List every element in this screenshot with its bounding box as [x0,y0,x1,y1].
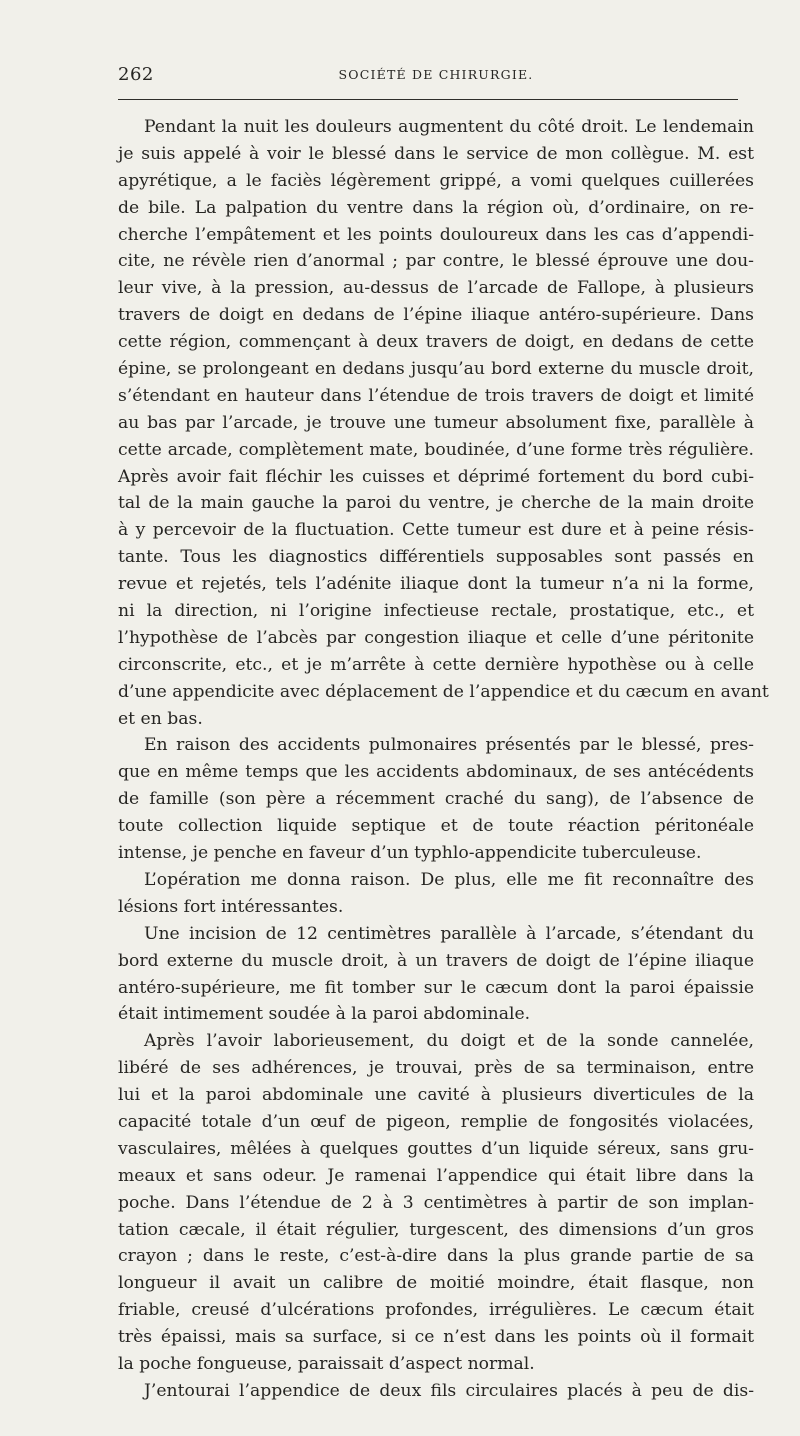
text-line: toute collection liquide septique et de toute réaction péritonéale [118,816,754,837]
text-line: très épaissi, mais sa surface, si ce n’est dans les points où il formait [118,1327,754,1348]
text-line: je suis appelé à voir le blessé dans le service de mon collègue. M. est [118,143,754,164]
text-line: Après l’avoir laborieusement, du doigt et de la sonde cannelée, [144,1031,754,1052]
text-line: revue et rejetés, tels l’adénite iliaque dont la tumeur n’a ni la forme, [118,574,754,595]
text-line: ni la direction, ni l’origine infectieuse rectale, prostatique, etc., et [118,601,754,622]
text-line: au bas par l’arcade, je trouve une tumeur absolument fixe, parallèle à [118,412,754,433]
body-text [118,114,769,1405]
text-line: cette arcade, complètement mate, boudinée, d’une forme très régulière. [118,439,754,460]
text-line: circonscrite, etc., et je m’arrête à cette dernière hypothèse ou à celle [118,654,754,675]
text-line: Pendant la nuit les douleurs augmentent du côté droit. Le lendemain [144,117,754,137]
text-line: L’opération me donna raison. De plus, elle me fit reconnaître des [144,869,754,890]
text-line: friable, creusé d’ulcérations profondes, irrégulières. Le cæcum était [118,1300,754,1321]
text-line: crayon ; dans le reste, c’est-à-dire dans la plus grande partie de sa [118,1246,754,1267]
text-line: leur vive, à la pression, au-dessus de l’arcade de Fallope, à plusieurs [118,278,754,299]
header-rule [118,99,738,100]
text-line: épine, se prolongeant en dedans jusqu’au bord externe du muscle droit, [118,359,754,380]
text-line: s’étendant en hauteur dans l’étendue de trois travers de doigt et limité [118,385,754,406]
text-line: cherche l’empâtement et les points douloureux dans les cas d’appendi- [118,224,754,245]
text-line: J’entourai l’appendice de deux fils circulaires placés à peu de dis- [144,1380,754,1401]
text-line: meaux et sans odeur. Je ramenai l’appendice qui était libre dans la [118,1165,754,1186]
text-line: lésions fort intéressantes. [118,896,344,917]
text-line: tation cæcale, il était régulier, turgescent, des dimensions d’un gros [118,1219,754,1240]
text-line: cite, ne révèle rien d’anormal ; par contre, le blessé éprouve une dou- [118,251,754,272]
text-line: antéro-supérieure, me fit tomber sur le cæcum dont la paroi épaissie [118,977,754,998]
text-line: tante. Tous les diagnostics différentiels supposables sont passés en [118,547,754,568]
text-line: et en bas. [118,708,203,729]
text-line: Une incision de 12 centimètres parallèle à l’arcade, s’étendant du [144,923,754,944]
text-line: bord externe du muscle droit, à un travers de doigt de l’épine iliaque [118,950,754,971]
text-line: travers de doigt en dedans de l’épine iliaque antéro-supérieure. Dans [118,305,754,326]
text-line: de famille (son père a récemment craché du sang), de l’absence de [118,789,754,810]
page-header [118,64,754,88]
text-line: vasculaires, mêlées à quelques gouttes d’un liquide séreux, sans gru- [118,1138,754,1159]
text-line: que en même temps que les accidents abdominaux, de ses antécédents [118,762,754,783]
text-line: lui et la paroi abdominale une cavité à plusieurs diverticules de la [118,1085,754,1106]
running-head: SOCIÉTÉ DE CHIRURGIE. [338,67,534,82]
text-line: libéré de ses adhérences, je trouvai, près de sa terminaison, entre [118,1058,754,1079]
text-line: l’hypothèse de l’abcès par congestion iliaque et celle d’une péritonite [118,627,754,648]
text-line: poche. Dans l’étendue de 2 à 3 centimètres à partir de son implan- [118,1192,754,1213]
text-line: de bile. La palpation du ventre dans la région où, d’ordinaire, on re- [118,197,754,218]
text-line: d’une appendicite avec déplacement de l’appendice et du cæcum en avant [118,681,769,702]
text-line: à y percevoir de la fluctuation. Cette tumeur est dure et à peine résis- [118,520,754,541]
text-line: longueur il avait un calibre de moitié moindre, était flasque, non [118,1273,754,1294]
text-line: capacité totale d’un œuf de pigeon, remplie de fongosités violacées, [118,1111,754,1132]
page-number: 262 [118,64,154,85]
text-line: était intimement soudée à la paroi abdominale. [118,1004,531,1025]
text-line: apyrétique, a le faciès légèrement grippé, a vomi quelques cuillerées [118,170,754,191]
text-line: tal de la main gauche la paroi du ventre, je cherche de la main droite [118,493,754,514]
text-line: En raison des accidents pulmonaires présentés par le blessé, pres- [144,735,754,756]
text-line: cette région, commençant à deux travers de doigt, en dedans de cette [118,332,754,353]
text-line: la poche fongueuse, paraissait d’aspect normal. [118,1353,535,1374]
text-line: Après avoir fait fléchir les cuisses et déprimé fortement du bord cubi- [118,466,754,487]
text-line: intense, je penche en faveur d’un typhlo-appendicite tuberculeuse. [118,843,702,864]
